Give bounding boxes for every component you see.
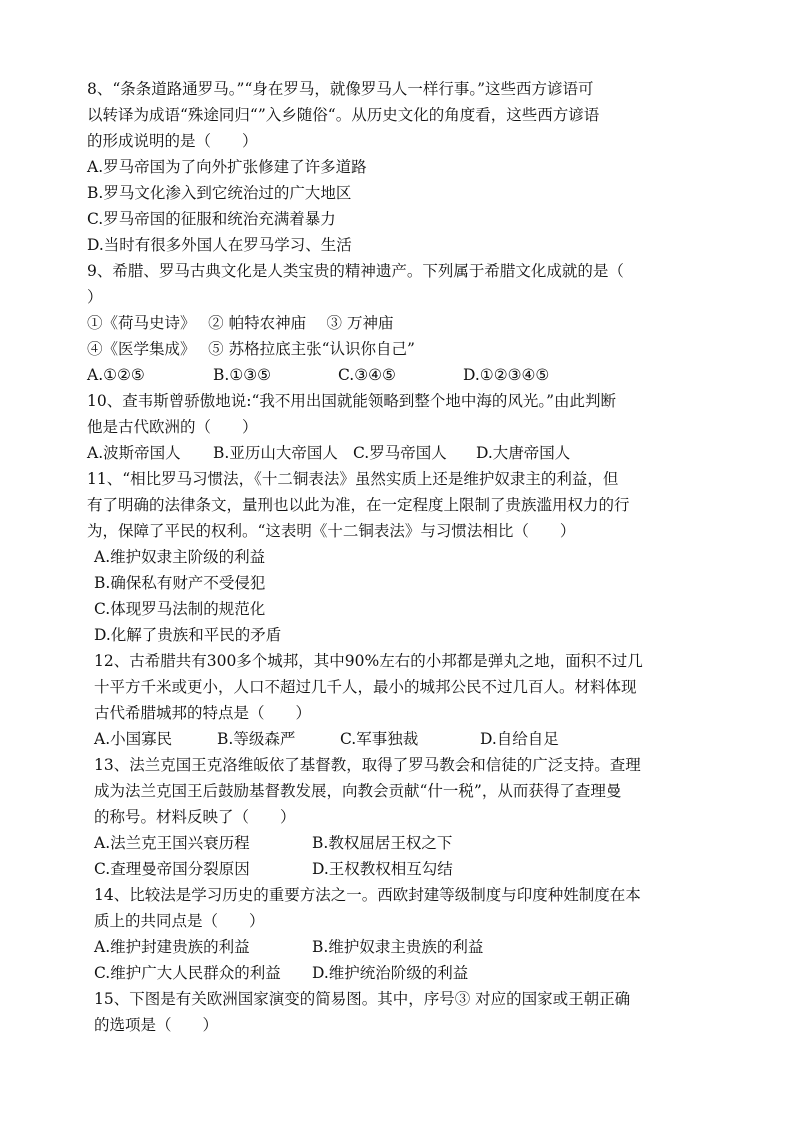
question-11 [87,466,707,648]
question-13-options-row-1 [87,830,707,856]
question-15-stem-line-1: 15、下图是有关欧洲国家演变的简易图。其中，序号③ 对应的国家或王朝正确 [94,990,631,1008]
question-12-stem-line-2: 十平方千米或更小，人口不超过几千人，最小的城邦公民不过几百人。材料体现 [94,678,637,696]
question-8-option-a: A.罗马帝国为了向外扩张修建了许多道路 [87,158,367,176]
question-12-option-a: A.小国寡民 [94,730,173,748]
question-8-stem-line-1: 8、“条条道路通罗马。”“身在罗马，就像罗马人一样行事。”这些西方谚语可 [87,80,594,98]
question-9-items-row-1: ①《荷马史诗》 ② 帕特农神庙 ③ 万神庙 [87,314,394,332]
question-10-option-b: B.亚历山大帝国人 [213,444,338,462]
question-11-option-a: A.维护奴隶主阶级的利益 [94,548,266,566]
question-8-option-c: C.罗马帝国的征服和统治充满着暴力 [87,210,336,228]
question-9-options [87,362,707,388]
question-13-option-d: D.王权教权相互勾结 [312,860,453,878]
question-9 [87,258,707,388]
question-10-option-c: C.罗马帝国人 [353,444,447,462]
question-10 [87,388,707,466]
question-15-stem-line-2: 的选项是（ ） [94,1016,219,1034]
question-12-option-c: C.军事独裁 [340,730,419,748]
question-13-option-b: B.教权屈居王权之下 [312,834,453,852]
question-10-stem-line-1: 10、查韦斯曾骄傲地说:“我不用出国就能领略到整个地中海的风光。”由此判断 [87,392,617,410]
question-13-option-a: A.法兰克王国兴衰历程 [94,834,250,852]
question-15 [87,986,707,1038]
question-9-stem-line-2: ） [87,288,103,306]
question-13-options-row-2 [87,856,707,882]
question-8 [87,76,707,258]
question-13-stem-line-3: 的称号。材料反映了（ ） [94,808,296,826]
question-14-stem-line-2: 质上的共同点是（ ） [94,912,265,930]
question-12-options [87,726,707,752]
question-14-stem-line-1: 14、比较法是学习历史的重要方法之一。西欧封建等级制度与印度种姓制度在本 [94,886,641,904]
question-8-option-d: D.当时有很多外国人在罗马学习、生活 [87,236,352,254]
exam-page [87,76,707,1038]
question-12-option-d: D.自给自足 [480,730,559,748]
question-8-stem-line-3: 的形成说明的是（ ） [87,132,258,150]
question-9-option-a: A.①②⑤ [87,366,145,384]
question-14-option-c: C.维护广大人民群众的利益 [94,964,281,982]
question-11-option-c: C.体现罗马法制的规范化 [94,600,266,618]
question-9-items-row-2: ④《医学集成》 ⑤ 苏格拉底主张“认识你自己” [87,340,415,358]
question-9-stem-line-1: 9、希腊、罗马古典文化是人类宝贵的精神遗产。下列属于希腊文化成就的是（ [87,262,624,280]
question-14-options-row-1 [87,934,707,960]
question-11-stem-line-3: 为，保障了平民的权利。“这表明《十二铜表法》与习惯法相比（ ） [87,522,576,540]
question-14-option-b: B.维护奴隶主贵族的利益 [312,938,484,956]
question-10-options [87,440,707,466]
question-13-stem-line-1: 13、法兰克国王克洛维皈依了基督教，取得了罗马教会和信徒的广泛支持。查理 [94,756,641,774]
question-11-option-b: B.确保私有财产不受侵犯 [94,574,266,592]
question-11-stem-line-2: 有了明确的法律条文，量刑也以此为准，在一定程度上限制了贵族滥用权力的行 [87,496,630,514]
question-13 [87,752,707,882]
question-10-stem-line-2: 他是古代欧洲的（ ） [87,418,258,436]
question-14-option-a: A.维护封建贵族的利益 [94,938,250,956]
question-8-stem-line-2: 以转译为成语“殊途同归“”入乡随俗“。从历史文化的角度看，这些西方谚语 [87,106,600,124]
question-12-stem-line-3: 古代希腊城邦的特点是（ ） [94,704,312,722]
question-12 [87,648,707,752]
question-12-stem-line-1: 12、古希腊共有300多个城邦，其中90%左右的小邦都是弹丸之地，面积不过几 [94,652,643,670]
question-11-stem-line-1: 11、“相比罗马习惯法，《十二铜表法》虽然实质上还是维护奴隶主的利益，但 [87,470,619,488]
question-13-option-c: C.查理曼帝国分裂原因 [94,860,250,878]
question-14-option-d: D.维护统治阶级的利益 [312,964,469,982]
question-9-option-c: C.③④⑤ [338,366,396,384]
question-9-option-d: D.①②③④⑤ [463,366,550,384]
question-12-option-b: B.等级森严 [217,730,296,748]
question-11-option-d: D.化解了贵族和平民的矛盾 [94,626,282,644]
question-14-options-row-2 [87,960,707,986]
question-14 [87,882,707,986]
question-10-option-a: A.波斯帝国人 [87,444,181,462]
question-13-stem-line-2: 成为法兰克国王后鼓励基督教发展，向教会贡献“什一税”，从而获得了查理曼 [94,782,622,800]
question-9-option-b: B.①③⑤ [213,366,272,384]
question-10-option-d: D.大唐帝国人 [476,444,571,462]
question-8-option-b: B.罗马文化渗入到它统治过的广大地区 [87,184,352,202]
